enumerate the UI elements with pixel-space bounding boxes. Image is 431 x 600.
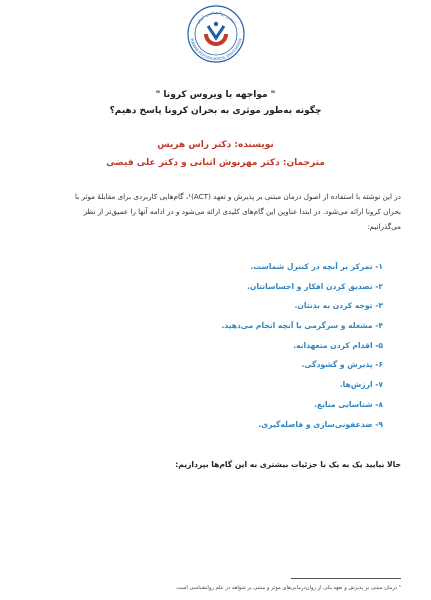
logo-ring-text: IRANIAN PSYCHOLOGICAL ASSOCIATION: [189, 37, 243, 62]
intro-line: در این نوشته با استفاده از اصول درمان مبتنی بر پذیرش و تعهد (ACT)¹، گام‌هایی کاربردی برای مقابلهٔ موثر با: [75, 192, 401, 201]
translators-line: مترجمان: دکتر مهرنوش اثباتی و دکتر علی فیضی: [106, 158, 325, 168]
author-line: نویسنده: دکتر راس هریس: [157, 140, 274, 150]
step-item: ۲- تصدیق کردن افکار و احساساتتان.: [246, 281, 383, 291]
step-item: ۴- مشغله و سرگرمی با آنچه انجام می‌دهید.: [221, 321, 383, 331]
footnote: ¹ درمان مبتنی بر پذیرش و تعهد یکی از روان‌درمانی‌های موثر و مبتنی بر شواهد در علم روانشناسی است.: [175, 585, 401, 591]
intro-line: می‌گذرانیم:: [367, 222, 401, 231]
closing-line: حالا بیایید یک به یک با جزئیات بیشتری به این گام‌ها بپردازیم:: [175, 460, 401, 469]
footnote-divider: [291, 578, 401, 579]
steps-list: [53, 262, 383, 439]
step-item: ۳- توجه کردن به بدنتان.: [294, 301, 383, 311]
document-title-line-1: " مواجهه با ویروس کرونا ": [155, 90, 276, 100]
intro-line: بحران کرونا ارائه می‌شود. در ابتدا عناوین این گام‌های کلیدی ارائه می‌شود و در ادامه آنها را عمیق‌تر از نظر: [83, 207, 401, 216]
step-item: ۵- اقدام کردن متعهدانه.: [293, 340, 383, 350]
step-item: ۹- ضدعفونی‌سازی و فاصله‌گیری.: [258, 419, 383, 429]
step-item: ۶- پذیرش و گشودگی.: [301, 360, 383, 370]
step-item: ۸- شناسایی منابع.: [314, 399, 383, 409]
association-seal-icon: [186, 4, 246, 64]
document-title-line-2: چگونه به‌طور موثری به بحران کرونا پاسخ دهیم؟: [109, 106, 322, 116]
intro-paragraph: [31, 189, 401, 234]
logo-arc-text: انجمن روانشناسی ایران: [195, 9, 237, 25]
step-item: ۷- ارزش‌ها.: [339, 380, 383, 390]
step-item: ۱- تمرکز بر آنچه در کنترل شماست.: [250, 262, 383, 271]
